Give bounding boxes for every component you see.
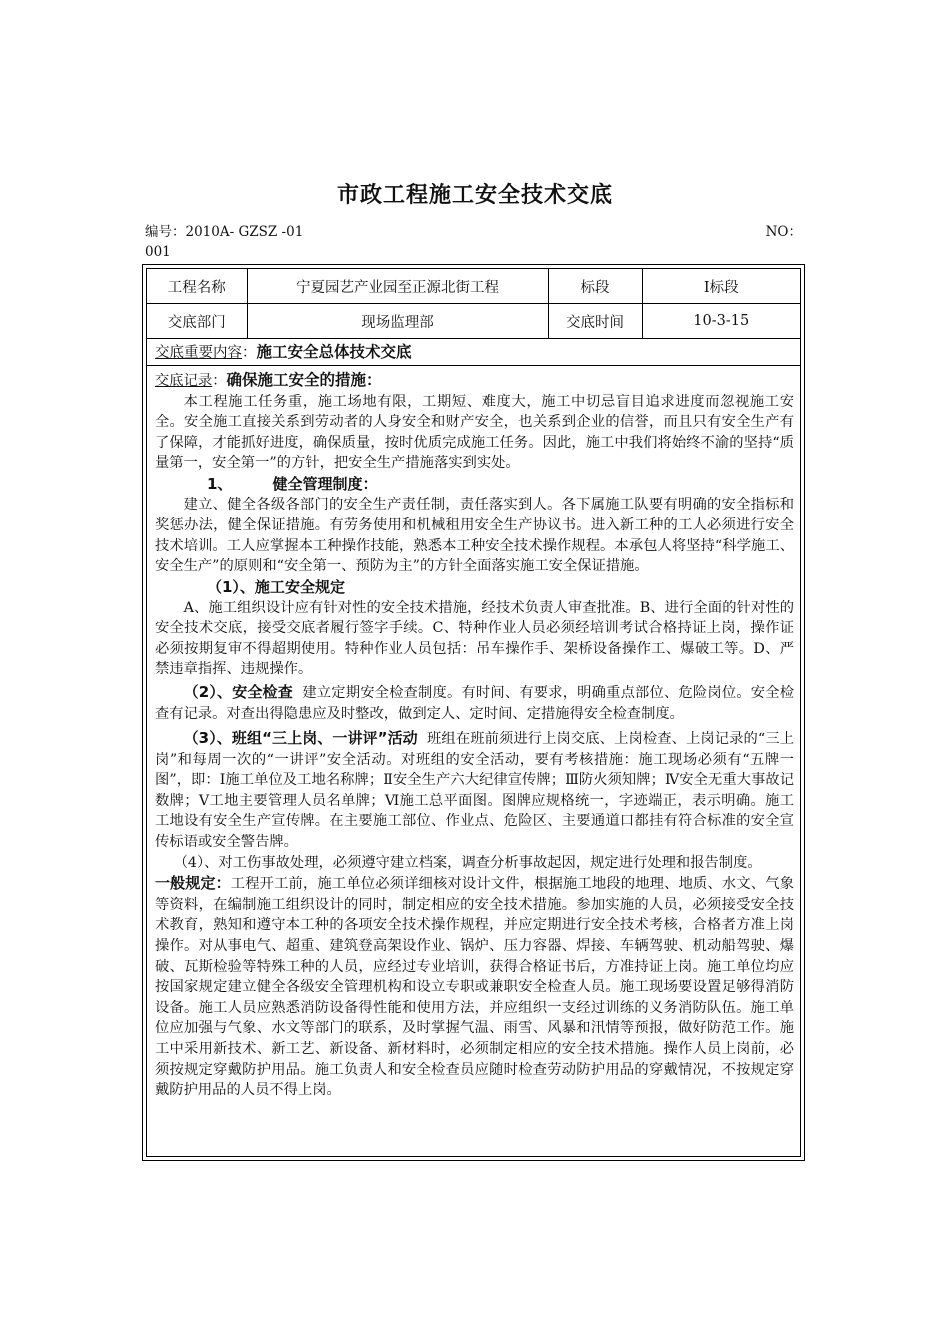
form-frame — [142, 264, 805, 1161]
header-row-project — [147, 269, 800, 304]
record-heading: 确保施工安全的措施： — [226, 371, 382, 389]
header-table — [147, 269, 800, 339]
time-label: 交底时间 — [548, 304, 642, 339]
no-label: NO： — [765, 224, 802, 240]
section-1b-text: 建立定期安全检查制度。有时间、有要求，明确重点部位、危险岗位。安全检查有记录。对查出得隐患应及时整改，做到定人、定时间、定措施得安全检查制度。 — [155, 684, 794, 722]
general-text: 工程开工前，施工单位必须详细核对设计文件，根据施工地段的地理、地质、水文、气象等资料，在编制施工组织设计的同时，制定相应的安全技术措施。参加实施的人员，必须接受安全技术教育，熟知和遵守本工种的各项安全技术操作规程，并应定期进行安全技术考核，合格者方准上岗操作。对从事电气、超重、建筑登高架设作业、锅炉、压力容器、焊接、车辆驾驶、机动船驾驶、爆破、瓦斯检验等特殊工种的人员，应经过专业培训，获得合格证书后，方准持证上岗。施工单位均应按国家规定建立健全各级安全管理机构和设立专职或兼职安全检查人员。施工现场要设置足够得消防设备。施工人员应熟悉消防设备得性能和使用方法，并应组织一支经过训练的义务消防队伍。施工单位应加强与气象、水文等部门的联系，及时掌握气温、雨雪、风暴和汛情等预报，做好防范工作。施工中采用新技术、新工艺、新设备、新材料时，必须制定相应的安全技术措施。操作人员上岗前，必须按规定穿戴防护用品。施工负责人和安全检查员应随时检查劳动防护用品的穿戴情况，不按规定穿戴防护用品的人员不得上岗。 — [155, 876, 794, 1099]
dept-label: 交底部门 — [147, 304, 247, 339]
section-1c-heading: （3）、班组“三上岗、一讲评”活动 — [183, 729, 418, 748]
section-1b-paragraph — [155, 682, 794, 724]
record-colon: ： — [212, 373, 227, 389]
section-1a-text: A、施工组织设计应有针对性的安全技术措施，经技术负责人审查批准。B、进行全面的针对性的安全技术交底，接受交底者履行签字手续。C、特种作业人员必须经培训考试合格持证上岗，操作证必须按期复审不得超期使用。特种作业人员包括：吊车操作手、架桥设备操作工、爆破工等。D、严禁违章指挥、违规操作。 — [155, 599, 794, 678]
general-paragraph — [155, 873, 794, 1101]
section-1-heading — [155, 474, 794, 495]
key-content-value: 施工安全总体技术交底 — [256, 343, 412, 361]
section-1c-paragraph — [155, 728, 794, 853]
key-content-label: 交底重要内容 — [155, 345, 242, 361]
section-1d-text: （4）、对工伤事故处理，必须遵守建立档案，调查分析事故起因，规定进行处理和报告制度。 — [173, 854, 762, 871]
record-label: 交底记录 — [155, 373, 213, 389]
form-inner-frame — [146, 268, 801, 1157]
section-1a-heading: （1）、施工安全规定 — [207, 577, 345, 596]
no-value: 001 — [145, 244, 171, 260]
section-1b-heading: （2）、安全检查 — [183, 682, 293, 701]
section-label: 标段 — [548, 269, 642, 304]
record-body — [147, 366, 800, 1101]
section-1-text: 建立、健全各级各部门的安全生产责任制，责任落实到人。各下属施工队要有明确的安全指标和奖惩办法，健全保证措施。有劳务使用和机械租用安全生产协议书。进入新工种的工人必须进行安全技术培训。工人应掌握本工种操作技能，熟悉本工种安全技术操作规程。本承包人将坚持“科学施工、安全生产”的原则和“安全第一、预防为主”的方针全面落实施工安全保证措施。 — [155, 496, 794, 575]
section-1c-text: 班组在班前须进行上岗交底、上岗检查、上岗记录的“三上岗”和每周一次的“一讲评”安全活动。对班组的安全活动，要有考核措施：施工现场必须有“五牌一图”，即：Ⅰ施工单位及工地名称牌；Ⅱ安全生产六大纪律宣传牌；Ⅲ防火须知牌；Ⅳ安全无重大事故记数牌；Ⅴ工地主要管理人员名单牌；Ⅵ施工总平面图。图牌应规格统一，字迹端正，表示明确。施工工地设有安全生产宣传牌。在主要施工部位、作业点、危险区、主要通道口都挂有符合标准的安全宣传标语或安全警告牌。 — [155, 731, 795, 851]
document-title: 市政工程施工安全技术交底 — [336, 183, 613, 208]
section-value: Ⅰ标段 — [642, 269, 800, 304]
intro-paragraph: 本工程施工任务重，施工场地有限，工期短、难度大，施工中切忌盲目追求进度而忽视施工安全。安全施工直接关系到劳动者的人身安全和财产安全，也关系到企业的信誉，而且只有安全生产有了保障，才能抓好进度，确保质量，按时优质完成施工任务。因此，施工中我们将始终不渝的坚持“质量第一，安全第一”的方针，把安全生产措施落实到实处。 — [155, 393, 794, 472]
general-heading: 一般规定： — [155, 874, 231, 893]
project-name-label: 工程名称 — [147, 269, 247, 304]
section-1-number: 1、 — [207, 474, 233, 493]
time-value: 10-3-15 — [642, 304, 800, 339]
key-content-colon: ： — [242, 345, 257, 361]
dept-value: 现场监理部 — [247, 304, 548, 339]
project-name-value: 宁夏园艺产业园至正源北街工程 — [247, 269, 548, 304]
document-number: 编号：2010A- GZSZ -01 — [145, 224, 304, 240]
key-content-row — [147, 339, 800, 366]
header-row-dept — [147, 304, 800, 339]
section-1-title: 健全管理制度： — [272, 474, 378, 493]
